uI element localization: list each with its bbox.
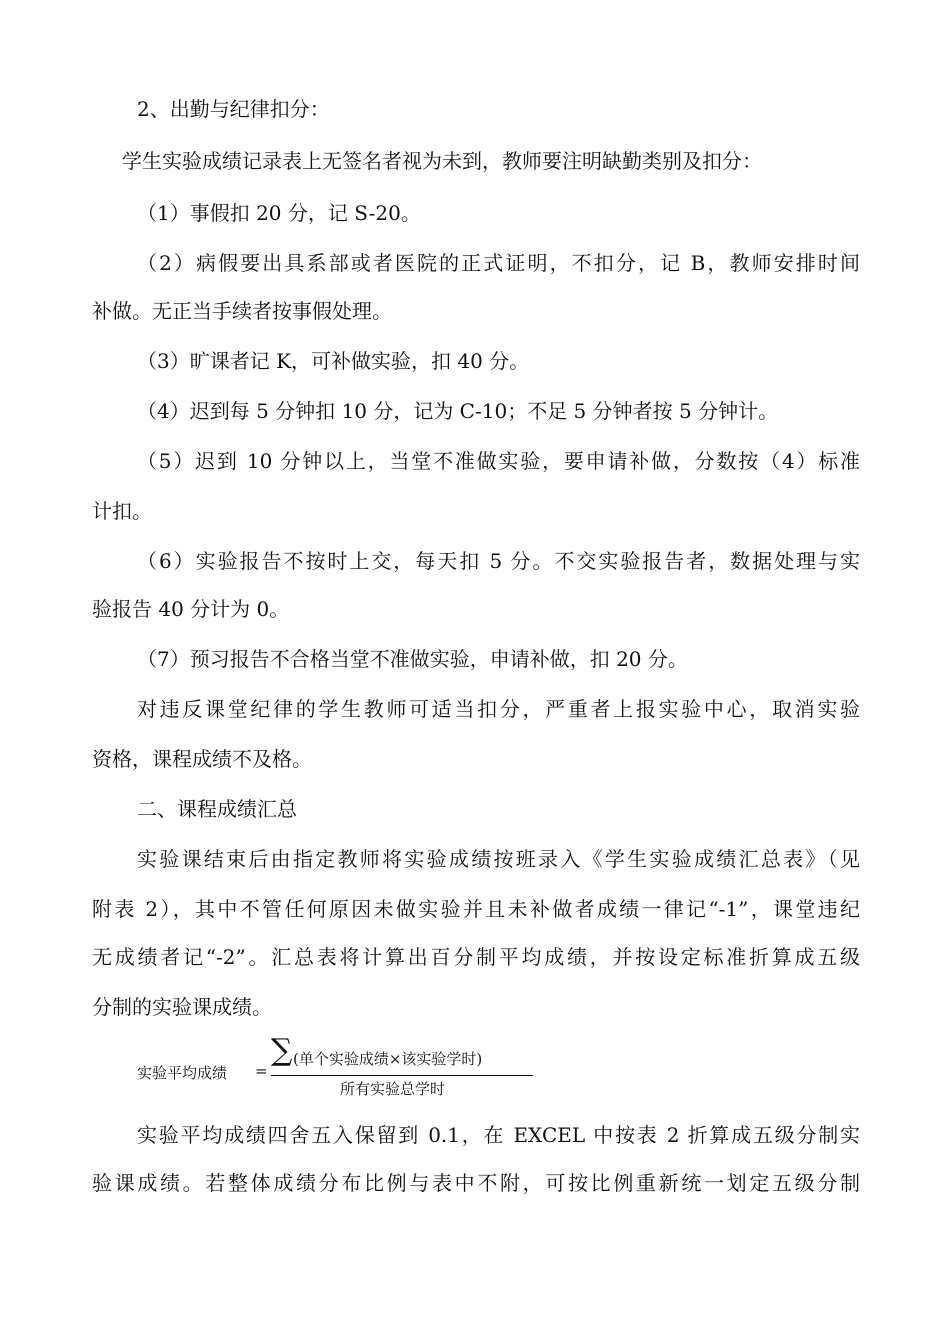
formula-equals: = [255,1062,268,1080]
paragraph-summary-line-2: 附表 2），其中不管任何原因未做实验并且未补做者成绩一律记“-1”，课堂违纪 [92,897,860,921]
formula-denominator: 所有实验总学时 [340,1080,446,1098]
paragraph-summary-line-3: 无成绩者记“-2”。汇总表将计算出百分制平均成绩，并按设定标准折算成五级 [92,945,860,969]
rule-6-line-2: 验报告 40 分计为 0。 [92,597,290,621]
paragraph-discipline-line-2: 资格，课程成绩不及格。 [92,747,312,771]
average-score-formula [137,1033,557,1102]
paragraph-summary-line-1: 实验课结束后由指定教师将实验成绩按班录入《学生实验成绩汇总表》（见 [137,847,860,871]
paragraph-intro: 学生实验成绩记录表上无签名者视为未到，教师要注明缺勤类别及扣分： [122,149,762,173]
rule-5-line-2: 计扣。 [92,499,152,523]
formula-numerator: (单个实验成绩×该实验学时) [293,1050,483,1068]
section-heading-attendance: 2、出勤与纪律扣分： [137,97,330,121]
rule-4: （4）迟到每 5 分钟扣 10 分，记为 C-10；不足 5 分钟者按 5 分钟计。 [137,399,779,423]
paragraph-summary-line-4: 分制的实验课成绩。 [92,995,272,1019]
rule-2-line-1: （2）病假要出具系部或者医院的正式证明，不扣分，记 B，教师安排时间 [137,251,860,275]
section-heading-summary: 二、课程成绩汇总 [137,797,297,821]
formula-label: 实验平均成绩 [137,1064,228,1082]
rule-7: （7）预习报告不合格当堂不准做实验，申请补做，扣 20 分。 [137,647,688,671]
rule-1: （1）事假扣 20 分，记 S-20。 [137,201,421,225]
rule-2-line-2: 补做。无正当手续者按事假处理。 [92,299,392,323]
fraction-bar [271,1075,533,1076]
rule-3: （3）旷课者记 K，可补做实验，扣 40 分。 [137,349,530,373]
rule-5-line-1: （5）迟到 10 分钟以上，当堂不准做实验，要申请补做，分数按（4）标准 [137,449,860,473]
paragraph-discipline-line-1: 对违反课堂纪律的学生教师可适当扣分，严重者上报实验中心，取消实验 [137,697,860,721]
paragraph-conclusion-line-2: 验课成绩。若整体成绩分布比例与表中不附，可按比例重新统一划定五级分制 [92,1171,860,1195]
paragraph-conclusion-line-1: 实验平均成绩四舍五入保留到 0.1，在 EXCEL 中按表 2 折算成五级分制实 [137,1123,860,1147]
sigma-symbol: ∑ [271,1033,293,1068]
rule-6-line-1: （6）实验报告不按时上交，每天扣 5 分。不交实验报告者，数据处理与实 [137,549,860,573]
